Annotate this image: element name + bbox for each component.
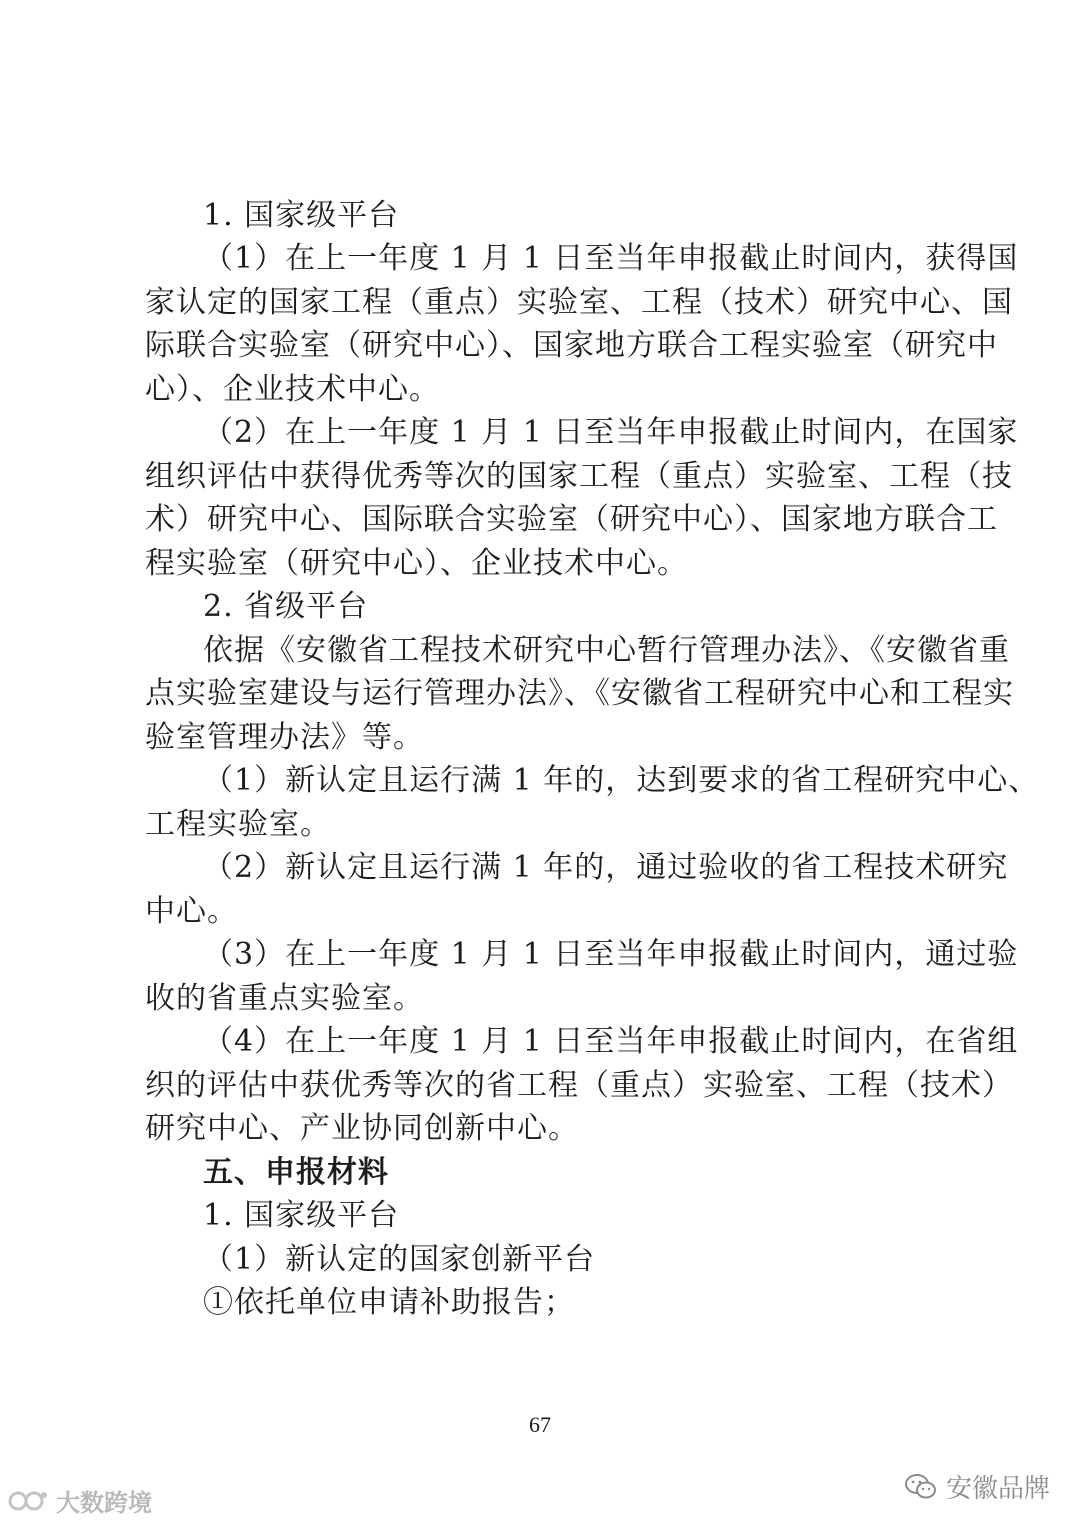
paragraph-line: （4）在上一年度 1 月 1 日至当年申报截止时间内，在省组 (203, 1024, 1019, 1059)
paragraph-line: （2）新认定且运行满 1 年的，通过验收的省工程技术研究 (203, 850, 1009, 885)
paragraph-line: 中心。 (145, 894, 238, 929)
heading-national-platform: 1. 国家级平台 (203, 198, 400, 233)
paragraph-line: （1）新认定的国家创新平台 (203, 1242, 596, 1277)
watermark-right (904, 1468, 1050, 1505)
paragraph-line: 程实验室（研究中心）、企业技术中心。 (145, 546, 688, 581)
paragraph-line: （3）在上一年度 1 月 1 日至当年申报截止时间内，通过验 (203, 937, 1019, 972)
paragraph-line: （1）在上一年度 1 月 1 日至当年申报截止时间内，获得国 (203, 241, 1019, 276)
paragraph-line: 验室管理办法》等。 (145, 720, 424, 755)
watermark-source-text: 大数跨境 (56, 1489, 152, 1517)
wechat-icon (904, 1473, 938, 1501)
paragraph-line: 际联合实验室（研究中心）、国家地方联合工程实验室（研究中 (145, 328, 998, 363)
heading-provincial-platform: 2. 省级平台 (203, 589, 369, 624)
paragraph-line: 研究中心、产业协同创新中心。 (145, 1111, 579, 1146)
paragraph-line: （2）在上一年度 1 月 1 日至当年申报截止时间内，在国家 (203, 415, 1019, 450)
paragraph-line: 术）研究中心、国际联合实验室（研究中心）、国家地方联合工 (145, 502, 998, 537)
paragraph-line: 收的省重点实验室。 (145, 981, 424, 1016)
heading-national-platform-2: 1. 国家级平台 (203, 1198, 400, 1233)
paragraph-line: 心）、企业技术中心。 (145, 372, 440, 407)
section-heading-application-materials: 五、申报材料 (203, 1155, 389, 1190)
paragraph-line: （1）新认定且运行满 1 年的，达到要求的省工程研究中心、 (203, 763, 1040, 798)
page-number: 67 (529, 1412, 551, 1437)
paragraph-line: 家认定的国家工程（重点）实验室、工程（技术）研究中心、国 (145, 285, 1013, 320)
watermark-brand-text: 安徽品牌 (945, 1474, 1050, 1504)
paragraph-line: 织的评估中获优秀等次的省工程（重点）实验室、工程（技术） (145, 1068, 1013, 1103)
watermark-left (8, 1483, 152, 1518)
paragraph-line: 组织评估中获得优秀等次的国家工程（重点）实验室、工程（技 (145, 459, 1013, 494)
logo-icon (8, 1488, 50, 1514)
paragraph-line: 依据《安徽省工程技术研究中心暂行管理办法》、《安徽省重 (203, 633, 1010, 668)
paragraph-line: 工程实验室。 (145, 807, 331, 842)
paragraph-line: 点实验室建设与运行管理办法》、《安徽省工程研究中心和工程实 (145, 676, 1014, 711)
paragraph-line: ①依托单位申请补助报告； (203, 1285, 575, 1320)
